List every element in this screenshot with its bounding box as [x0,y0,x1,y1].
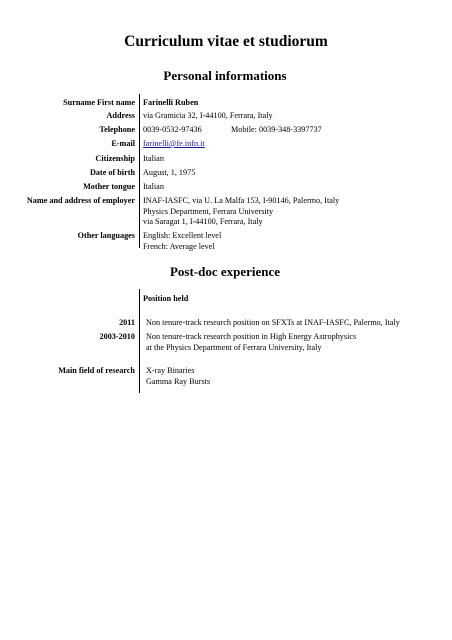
personal-informations-heading: Personal informations [163,68,287,83]
research-line: Gamma Ray Bursts [146,376,211,386]
postdoc-year-label: 2011 [119,318,135,327]
postdoc-line: at the Physics Department of Ferrara University, Italy [146,342,322,352]
postdoc-line: Non tenure-track research position in High Energy Astrophysics [146,332,357,341]
field-value: August, 1, 1975 [143,168,196,177]
field-label: Address [106,111,135,120]
employer-line: via Saragat 1, I-44100, Ferrara, Italy [143,217,263,226]
field-value [143,231,221,252]
field-label: Name and address of employer [26,196,135,205]
mobile-value: Mobile: 0039-348-3397737 [231,125,322,134]
field-label: Other languages [77,231,135,240]
postdoc-value [146,366,210,387]
field-label: Telephone [99,125,135,134]
personal-divider-line [139,94,140,248]
postdoc-year-label: Main field of research [58,366,135,375]
language-line: English: Excellent level [143,231,222,240]
employer-line: Physics Department, Ferrara University [143,206,274,216]
field-value: via Gramicia 32, I-44100, Ferrara, Italy [143,111,273,120]
postdoc-value: Non tenure-track research position on SFXTs at INAF-IASFC, Palermo, Italy [146,318,400,327]
email-link[interactable]: farinelli@fe.infn.it [143,139,205,148]
field-label: E-mail [111,139,135,148]
field-label: Date of birth [89,168,135,177]
document-title: Curriculum vitae et studiorum [124,33,328,50]
postdoc-divider-line [139,289,140,393]
language-line: French: Average level [143,241,215,251]
field-value: Italian [143,182,164,191]
field-label: Mother tongue [83,182,135,191]
post-doc-heading: Post-doc experience [169,264,281,279]
postdoc-year-label: 2003-2010 [99,332,135,341]
field-value [143,125,322,136]
field-label: Surname First name [63,98,135,107]
employer-line: INAF-IASFC, via U. La Malfa 153, I-90146, Palermo, Italy [143,196,340,205]
field-value: Italian [143,154,164,163]
postdoc-value [146,332,356,353]
field-value [143,196,339,228]
research-line: X-ray Binaries [146,366,195,375]
position-held-label: Position held [143,294,189,303]
telephone-value: 0039-0532-97436 [143,125,202,134]
field-label: Citizenship [95,154,135,163]
field-value: Farinelli Ruben [143,98,199,107]
